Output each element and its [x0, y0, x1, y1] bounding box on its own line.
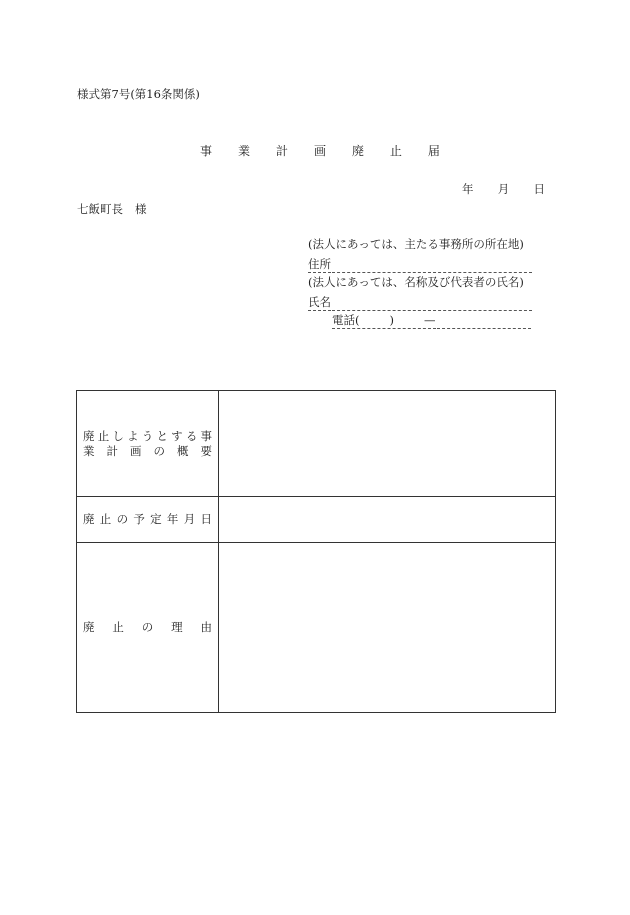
addressee-honorific: 様 [135, 202, 147, 216]
form-title [200, 142, 440, 159]
label-line: 業 計 画 の 概 要 [83, 443, 212, 458]
table-row [77, 497, 556, 543]
reason-field[interactable] [219, 543, 556, 713]
address-field[interactable] [308, 256, 532, 273]
addressee-name: 七飯町長 [77, 202, 123, 216]
name-note: (法人にあっては、名称及び代表者の氏名) [308, 275, 524, 289]
date-year-label: 年 [462, 182, 474, 196]
label-line: 廃 止 し よ う と す る 事 [83, 428, 212, 443]
label-line: 廃 止 の 理 由 [83, 620, 212, 634]
plan-summary-field[interactable] [219, 391, 556, 497]
phone-input-line[interactable] [437, 317, 532, 329]
phone-paren-close: ) [389, 313, 394, 327]
name-field[interactable] [308, 294, 532, 311]
scheduled-date-field[interactable] [219, 497, 556, 543]
date-day-label: 日 [533, 182, 545, 196]
phone-label: 電話( [332, 313, 360, 327]
name-label: 氏名 [308, 295, 331, 309]
label-line: 廃 止 の 予 定 年 月 日 [83, 512, 212, 526]
title-char: 廃 [351, 144, 364, 158]
title-char: 計 [275, 144, 288, 158]
date-line[interactable] [462, 181, 545, 197]
phone-field[interactable] [332, 312, 531, 329]
form-number: 様式第7号(第16条関係) [77, 87, 200, 101]
row-label-plan-summary [77, 391, 219, 497]
date-month-label: 月 [497, 182, 510, 196]
name-input-line[interactable] [332, 299, 532, 311]
phone-dash: — [424, 313, 436, 327]
title-char: 止 [389, 144, 402, 158]
row-label-scheduled-date [77, 497, 219, 543]
details-table [76, 390, 556, 713]
address-note: (法人にあっては、主たる事務所の所在地) [308, 237, 524, 251]
table-row [77, 391, 556, 497]
addressee [77, 201, 147, 217]
title-char: 業 [237, 144, 250, 158]
table-row [77, 543, 556, 713]
title-char: 事 [200, 144, 213, 158]
row-label-reason [77, 543, 219, 713]
address-label: 住所 [308, 257, 331, 271]
phone-label-group [332, 312, 436, 329]
address-input-line[interactable] [332, 261, 532, 273]
title-char: 画 [313, 144, 326, 158]
title-char: 届 [427, 144, 440, 158]
